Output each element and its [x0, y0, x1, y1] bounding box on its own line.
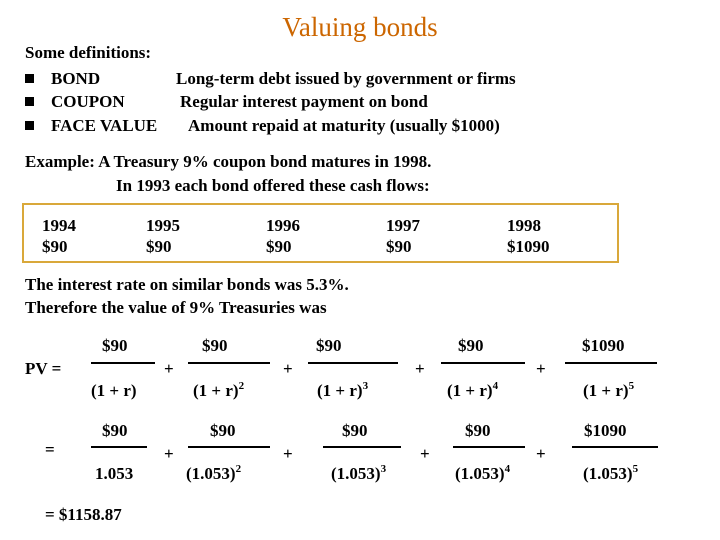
fraction-numerator: $1090	[584, 421, 627, 440]
fraction-numerator: $90	[202, 336, 228, 355]
exponent: 5	[628, 380, 635, 392]
fraction-denominator	[193, 381, 244, 401]
fraction-denominator	[447, 381, 498, 401]
bullet-square-icon	[25, 97, 34, 106]
plus-sign: +	[420, 444, 430, 463]
pv-label: PV =	[25, 359, 62, 378]
plus-sign: +	[164, 359, 174, 378]
plus-sign: +	[164, 444, 174, 463]
fraction-numerator: $90	[102, 421, 128, 440]
cash-flow-year: 1994	[42, 216, 76, 235]
denominator-base: (1 + r)	[91, 381, 137, 400]
fraction-numerator: $90	[465, 421, 491, 440]
cash-flow-amount: $90	[146, 237, 172, 256]
definition-term: COUPON	[51, 92, 125, 111]
denominator-base: 1.053	[95, 464, 134, 483]
fraction-numerator: $1090	[582, 336, 625, 355]
rate-line-2: Therefore the value of 9% Treasuries was	[25, 298, 327, 317]
definition-bond	[25, 69, 100, 89]
exponent: 2	[235, 463, 242, 475]
definition-coupon	[25, 92, 125, 112]
equals-sign: =	[45, 440, 55, 459]
fraction-bar	[308, 362, 398, 364]
fraction-bar	[91, 362, 155, 364]
rate-line-1: The interest rate on similar bonds was 5.3%.	[25, 275, 349, 294]
page-title: Valuing bonds	[282, 12, 438, 42]
denominator-base: (1 + r)	[193, 381, 239, 400]
exponent: 3	[380, 463, 387, 475]
fraction-numerator: $90	[458, 336, 484, 355]
exponent: 4	[492, 380, 499, 392]
cash-flow-amount: $90	[386, 237, 412, 256]
definitions-heading: Some definitions:	[25, 43, 152, 62]
fraction-bar	[441, 362, 525, 364]
denominator-base: (1 + r)	[583, 381, 629, 400]
denominator-base: (1.053)	[583, 464, 633, 483]
fraction-bar	[572, 446, 658, 448]
denominator-base: (1.053)	[331, 464, 381, 483]
plus-sign: +	[283, 444, 293, 463]
fraction-numerator: $90	[342, 421, 368, 440]
exponent: 2	[238, 380, 245, 392]
fraction-denominator	[186, 464, 241, 484]
fraction-numerator: $90	[102, 336, 128, 355]
fraction-denominator	[317, 381, 368, 401]
cash-flow-year: 1995	[146, 216, 180, 235]
cash-flow-year: 1998	[507, 216, 541, 235]
exponent: 5	[632, 463, 639, 475]
fraction-denominator	[583, 464, 638, 484]
fraction-bar	[565, 362, 657, 364]
definition-term: BOND	[51, 69, 101, 88]
fraction-denominator	[583, 381, 634, 401]
bullet-square-icon	[25, 121, 34, 130]
fraction-denominator	[455, 464, 510, 484]
example-line-1: Example: A Treasury 9% coupon bond matures in 1998.	[25, 152, 432, 171]
denominator-base: (1 + r)	[447, 381, 493, 400]
fraction-denominator	[95, 464, 133, 484]
definition-text: Amount repaid at maturity (usually $1000)	[188, 116, 500, 135]
cash-flow-year: 1997	[386, 216, 420, 235]
exponent: 4	[504, 463, 511, 475]
cash-flow-1994	[42, 215, 76, 257]
fraction-numerator: $90	[316, 336, 342, 355]
fraction-bar	[453, 446, 525, 448]
plus-sign: +	[536, 359, 546, 378]
bullet-square-icon	[25, 74, 34, 83]
cash-flow-amount: $90	[266, 237, 292, 256]
definition-face-value	[25, 116, 157, 136]
cash-flow-amount: $1090	[507, 237, 550, 256]
result-value: = $1158.87	[45, 505, 122, 524]
fraction-bar	[91, 446, 147, 448]
definition-text: Long-term debt issued by government or firms	[176, 69, 516, 88]
denominator-base: (1 + r)	[317, 381, 363, 400]
cash-flow-1998	[507, 215, 550, 257]
cash-flow-amount: $90	[42, 237, 68, 256]
fraction-denominator	[91, 381, 137, 401]
denominator-base: (1.053)	[186, 464, 236, 483]
fraction-bar	[188, 446, 270, 448]
fraction-denominator	[331, 464, 386, 484]
plus-sign: +	[536, 444, 546, 463]
plus-sign: +	[283, 359, 293, 378]
cash-flow-1995	[146, 215, 180, 257]
fraction-bar	[188, 362, 270, 364]
cash-flow-1996	[266, 215, 300, 257]
definition-text: Regular interest payment on bond	[180, 92, 428, 111]
cash-flow-year: 1996	[266, 216, 300, 235]
example-line-2: In 1993 each bond offered these cash flows:	[116, 176, 430, 195]
definition-term: FACE VALUE	[51, 116, 158, 135]
denominator-base: (1.053)	[455, 464, 505, 483]
cash-flow-1997	[386, 215, 420, 257]
fraction-numerator: $90	[210, 421, 236, 440]
fraction-bar	[323, 446, 401, 448]
plus-sign: +	[415, 359, 425, 378]
exponent: 3	[362, 380, 369, 392]
